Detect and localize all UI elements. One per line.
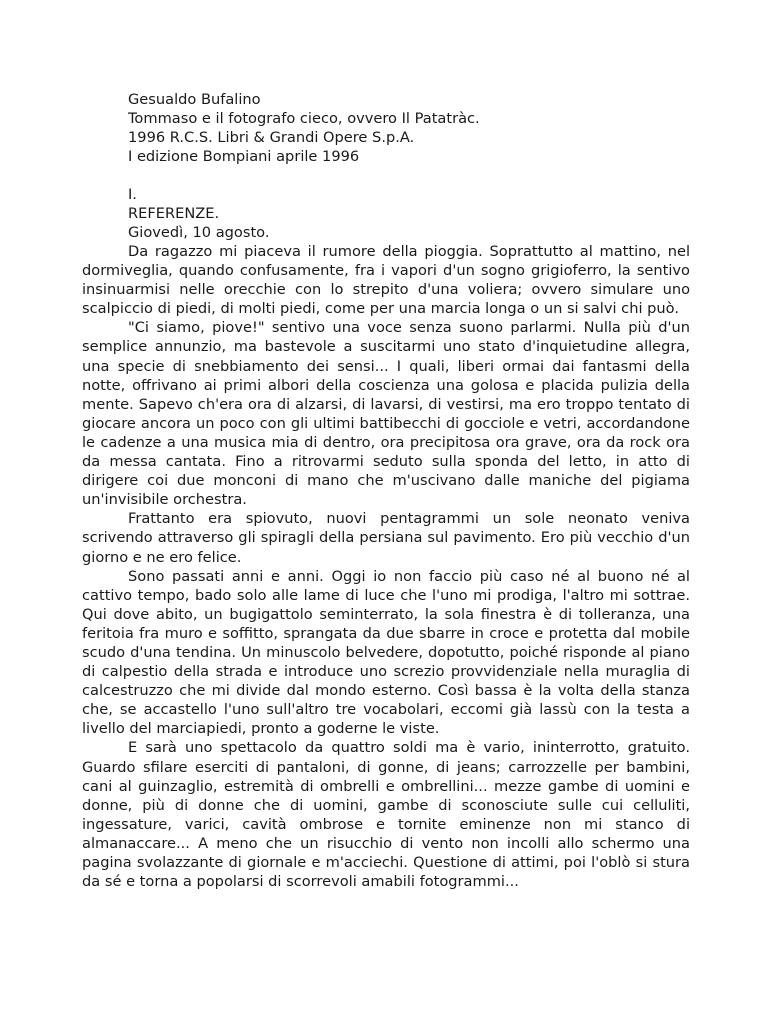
- chapter-date: Giovedì, 10 agosto.: [128, 224, 270, 242]
- book-header: [128, 90, 688, 166]
- title-line: Tommaso e il fotografo cieco, ovvero Il Patatràc.: [128, 110, 480, 128]
- paragraph: E sarà uno spettacolo da quattro soldi ma è vario, ininterrotto, gratuito. Guardo sfilare eserciti di pantaloni, di gonne, di jeans; carrozzelle per bambini, cani al guinzaglio, estremità di ombrelli e ombrellini... mezze gambe di uomini e donne, più di donne che di uomini, gambe di sconosciute sulle cui celluliti, ingessature, varici, cavità ombrose e tornite eminenze non mi stanco di almanaccare... A meno che un risucchio di vento non incolli allo schermo una pagina svolazzante di giornale e m'acciechi. Questione di attimi, poi l'oblò si stura da sé e torna a popolarsi di scorrevoli amabili fotogrammi...: [82, 739, 690, 891]
- paragraph: Frattanto era spiovuto, nuovi pentagrammi un sole neonato veniva scrivendo attraverso gli spiragli della persiana sul pavimento. Ero più vecchio d'un giorno e ne ero felice.: [82, 510, 690, 566]
- paragraph: Sono passati anni e anni. Oggi io non faccio più caso né al buono né al cattivo tempo, bado solo alle lame di luce che l'uno mi prodiga, l'altro mi sottrae. Qui dove abito, un bugigattolo seminterrato, la sola finestra è di tolleranza, una feritoia fra muro e soffitto, sprangata da due sbarre in croce e protetta dal mobile scudo d'una tendina. Un minuscolo belvedere, dopotutto, poiché risponde al piano di calpestio della strada e introduce uno screzio provvidenziale nella muraglia di calcestruzzo che mi divide dal mondo esterno. Così bassa è la volta della stanza che, se accastello l'uno sull'altro tre vocabolari, eccomi già lassù con la testa a livello del marciapiedi, pronto a goderne le viste.: [82, 567, 690, 738]
- chapter-heading: [128, 185, 688, 242]
- author-line: Gesualdo Bufalino: [128, 91, 261, 108]
- paragraph: "Ci siamo, piove!" sentivo una voce senza suono parlarmi. Nulla più d'un semplice annunzio, ma bastevole a suscitarmi uno stato d'inquietudine allegra, una specie di snebbiamento dei sensi... I quali, liberi ormai dai fantasmi della notte, offrivano ai primi albori della coscienza una golosa e placida pulizia della mente. Sapevo ch'era ora di alzarsi, di lavarsi, di vestirsi, ma ero troppo tentato di giocare ancora un poco con gli ultimi battibecchi di gocciole e vetri, accordandone le cadenze a una musica mia di dentro, ora precipitosa ora grave, ora da rock ora da messa cantata. Fino a ritrovarmi seduto sulla sponda del letto, in atto di dirigere coi due monconi di mano che m'uscivano dalle maniche del pigiama un'invisibile orchestra.: [82, 319, 690, 509]
- copyright-line: 1996 R.C.S. Libri & Grandi Opere S.p.A.: [128, 129, 415, 147]
- chapter-number: I.: [128, 186, 137, 203]
- edition-line: I edizione Bompiani aprile 1996: [128, 148, 360, 166]
- body-text: [82, 242, 690, 891]
- chapter-title: REFERENZE.: [128, 205, 220, 223]
- paragraph: Da ragazzo mi piaceva il rumore della pioggia. Soprattutto al mattino, nel dormiveglia, quando confusamente, fra i vapori d'un sogno grigioferro, la sentivo insinuarmisi nelle orecchie con lo strepito d'una voliera; ovvero simulare uno scalpiccio di piedi, di molti piedi, come per una marcia longa o un si salvi chi può.: [82, 243, 690, 318]
